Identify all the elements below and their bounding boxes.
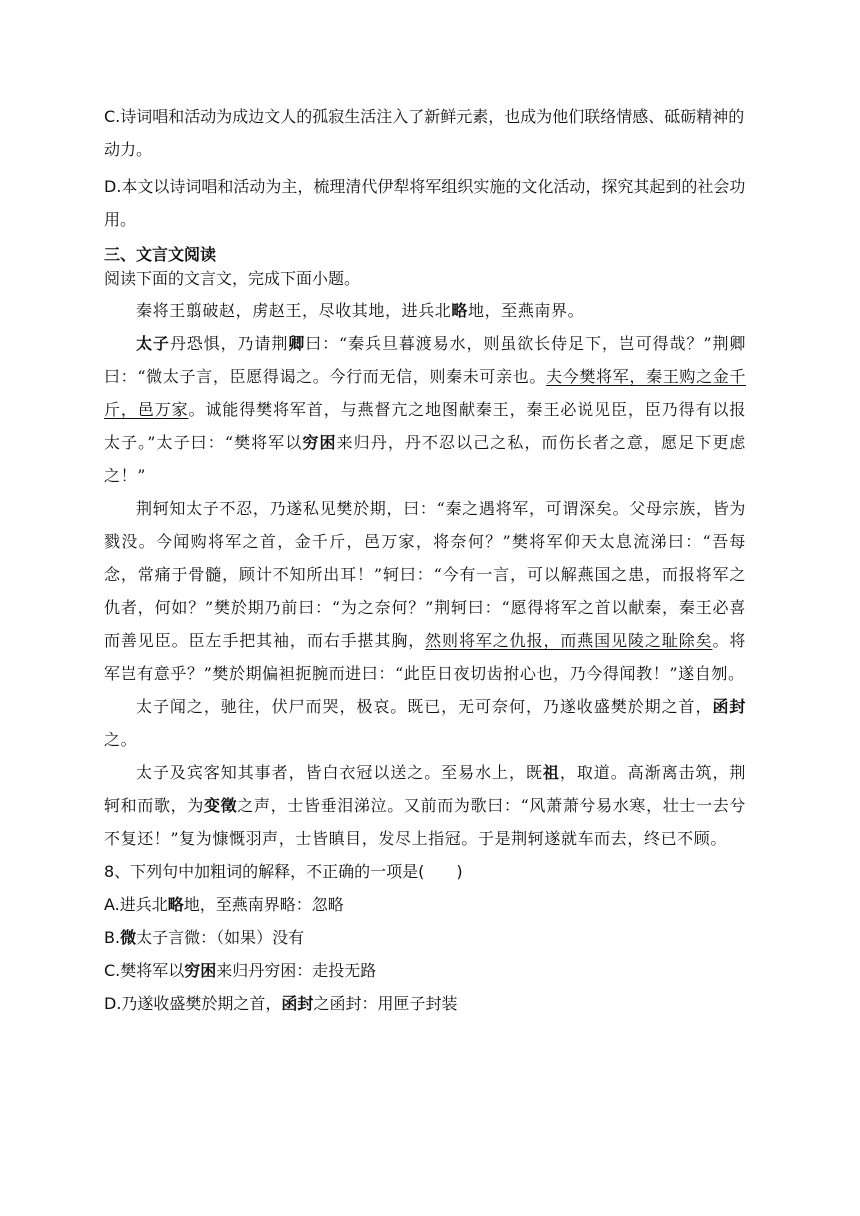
text-span: ，取道。高渐离击筑，荆轲和而歌，为 <box>104 763 746 815</box>
text-span: 曰：“秦兵旦暮渡易水，则虽欲长侍足下，岂可得哉？”荆卿曰：“微太子言，臣愿得谒之。今行而无信，则秦未可亲也。 <box>104 334 746 386</box>
text-span: 之函封：用匣子封装 <box>313 994 458 1013</box>
section-instruction: 阅读下面的文言文，完成下面小题。 <box>104 269 361 288</box>
bold-word: 函封 <box>712 697 746 716</box>
question-8-option-c[interactable] <box>104 954 746 987</box>
text-span: 之。 <box>104 730 138 749</box>
bold-word: 祖 <box>542 763 560 782</box>
bold-word: 穷困 <box>302 433 337 452</box>
text-span: 地，至燕南界。 <box>468 301 585 320</box>
text-span: 荆轲知太子不忍，乃遂私见樊於期，曰：“秦之遇将军，可谓深矣。父母宗族，皆为戮没。今闻购将军之首，金千斤，邑万家，将奈何？”樊将军仰天太息流涕曰：“吾每念，常痛于骨髓，顾计不知所出耳！”轲曰：“今有一言，可以解燕国之患，而报将军之仇者，何如？”樊於期乃前曰：“为之奈何？”荆轲曰：“愿得将军之首以献秦，秦王必喜而善见臣。臣左手把其袖，而右手揕其胸， <box>104 499 746 650</box>
passage-paragraph-2 <box>104 327 746 492</box>
bold-word: 函封 <box>281 994 314 1013</box>
question-8-option-b[interactable] <box>104 921 746 954</box>
text-span: 之声，士皆垂泪涕泣。又前而为歌曰：“风萧萧兮易水寒，壮士一去兮不复还！”复为慷慨羽声，士皆瞋目，发尽上指冠。于是荆轲遂就车而去，终已不顾。 <box>104 796 746 848</box>
section-title: 三、文言文阅读 <box>104 245 217 264</box>
text-span: B. <box>104 928 121 947</box>
text-span: 秦将王翦破赵，虏赵王，尽收其地，进兵北 <box>136 301 452 320</box>
question-8-stem: 8、下列句中加粗词的解释，不正确的一项是( ) <box>104 862 463 881</box>
passage-paragraph-4 <box>104 690 746 756</box>
bold-word: 变徵 <box>203 796 238 815</box>
option-d-prev: D.本文以诗词唱和活动为主，梳理清代伊犁将军组织实施的文化活动，探究其起到的社会功用。 <box>104 177 746 229</box>
text-span: C.樊将军以 <box>104 961 185 980</box>
text-span: D.乃遂收盛樊於期之首， <box>104 994 282 1013</box>
text-span: 。诚能得樊将军首，与燕督亢之地图献秦王，秦王必说见臣，臣乃得有以报太子。”太子曰：“樊将军以 <box>104 400 746 452</box>
bold-word: 微 <box>120 928 137 947</box>
text-span: 。将军岂有意乎？”樊於期偏袒扼腕而进曰：“此臣日夜切齿拊心也，乃今得闻教！”遂自刎。 <box>104 631 747 683</box>
question-8-option-d[interactable] <box>104 987 746 1020</box>
text-span: 太子及宾客知其事者，皆白衣冠以送之。至易水上，既 <box>136 763 543 782</box>
text-span: A.进兵北 <box>104 895 168 914</box>
bold-word: 略 <box>167 895 184 914</box>
bold-word: 太子 <box>136 334 170 353</box>
passage-paragraph-1 <box>104 294 746 327</box>
passage-paragraph-3 <box>104 492 746 690</box>
question-8-option-a[interactable] <box>104 888 746 921</box>
underlined-sentence: 然则将军之仇报，而燕国见陵之耻除矣 <box>425 631 713 650</box>
text-span: 来归丹，丹不忍以己之私，而伤长者之意，愿足下更虑之！” <box>104 433 747 485</box>
text-span: 太子言微：（如果）没有 <box>136 928 305 947</box>
passage-paragraph-5 <box>104 756 746 855</box>
text-span: 地，至燕南界略：忽略 <box>183 895 344 914</box>
underlined-sentence: 夫今樊将军，秦王购之金千斤，邑万家 <box>104 367 746 419</box>
bold-word: 卿 <box>288 334 306 353</box>
option-c-prev: C.诗词唱和活动为成边文人的孤寂生活注入了新鲜元素，也成为他们联络情感、砥砺精神的动力。 <box>104 107 745 159</box>
text-span: 丹恐惧，乃请荆 <box>169 334 289 353</box>
text-span: 来归丹穷困：走投无路 <box>216 961 377 980</box>
bold-word: 略 <box>451 301 469 320</box>
bold-word: 穷困 <box>184 961 217 980</box>
text-span: 太子闻之，驰往，伏尸而哭，极哀。既已，无可奈何，乃遂收盛樊於期之首， <box>136 697 713 716</box>
